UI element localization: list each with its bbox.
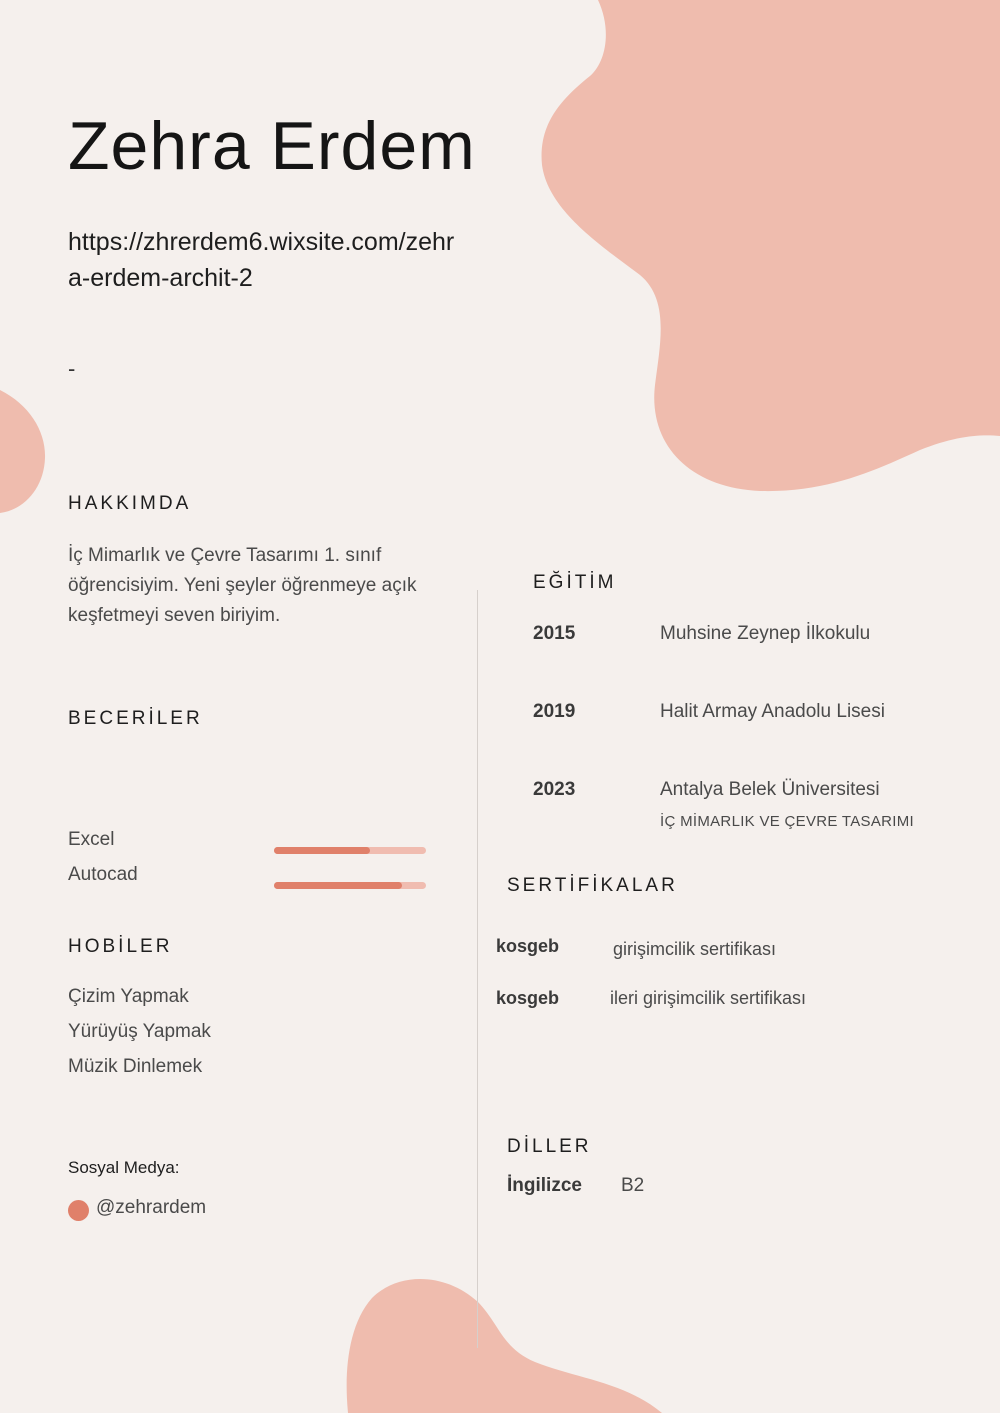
certificate-org: kosgeb bbox=[496, 988, 560, 1008]
skill-label-autocad: Autocad bbox=[68, 864, 138, 885]
education-year: 2019 bbox=[533, 701, 576, 722]
column-divider bbox=[477, 590, 478, 1348]
skill-bar-autocad bbox=[274, 882, 426, 889]
certificate-org: kosgeb bbox=[496, 936, 560, 956]
language-name: İngilizce bbox=[507, 1175, 582, 1196]
skill-bar-excel bbox=[274, 847, 426, 854]
about-text: İç Mimarlık ve Çevre Tasarımı 1. sınıf öğrencisiyim. Yeni şeyler öğrenmeye açık keşfetmeyi seven biriyim. bbox=[68, 545, 417, 626]
hobby-item: Yürüyüş Yapmak bbox=[68, 1021, 211, 1042]
skill-label-excel: Excel bbox=[68, 829, 115, 850]
certificate-name: girişimcilik sertifikası bbox=[613, 939, 777, 959]
education-school: Halit Armay Anadolu Lisesi bbox=[660, 701, 885, 722]
skill-bar-fill bbox=[274, 882, 402, 889]
skills-heading: BECERİLER bbox=[68, 708, 203, 729]
social-media-label: Sosyal Medya: bbox=[68, 1158, 180, 1177]
hobby-item: Müzik Dinlemek bbox=[68, 1056, 203, 1077]
left-edge-blob bbox=[0, 390, 45, 513]
about-heading: HAKKIMDA bbox=[68, 493, 192, 514]
social-handle[interactable]: @zehrardem bbox=[96, 1197, 207, 1218]
education-year: 2015 bbox=[533, 623, 576, 644]
hobbies-heading: HOBİLER bbox=[68, 936, 173, 957]
certificate-name: ileri girişimcilik sertifikası bbox=[610, 988, 807, 1008]
dash-separator: - bbox=[68, 356, 76, 381]
profile-name: Zehra Erdem bbox=[68, 108, 476, 184]
bottom-blob bbox=[347, 1279, 662, 1413]
education-school: Muhsine Zeynep İlkokulu bbox=[660, 623, 871, 644]
social-bullet-icon bbox=[68, 1200, 89, 1221]
language-level: B2 bbox=[621, 1175, 645, 1196]
hobby-item: Çizim Yapmak bbox=[68, 986, 189, 1007]
portfolio-link[interactable]: https://zhrerdem6.wixsite.com/zehra-erdem-archit-2 bbox=[68, 228, 455, 292]
languages-heading: DİLLER bbox=[507, 1136, 592, 1157]
education-year: 2023 bbox=[533, 779, 576, 800]
skill-bar-fill bbox=[274, 847, 370, 854]
education-school: Antalya Belek Üniversitesi bbox=[660, 779, 880, 800]
top-right-blob bbox=[542, 0, 1000, 491]
certificates-heading: SERTİFİKALAR bbox=[507, 875, 678, 896]
education-department: İÇ MİMARLIK VE ÇEVRE TASARIMI bbox=[660, 813, 915, 830]
education-heading: EĞİTİM bbox=[533, 572, 617, 593]
